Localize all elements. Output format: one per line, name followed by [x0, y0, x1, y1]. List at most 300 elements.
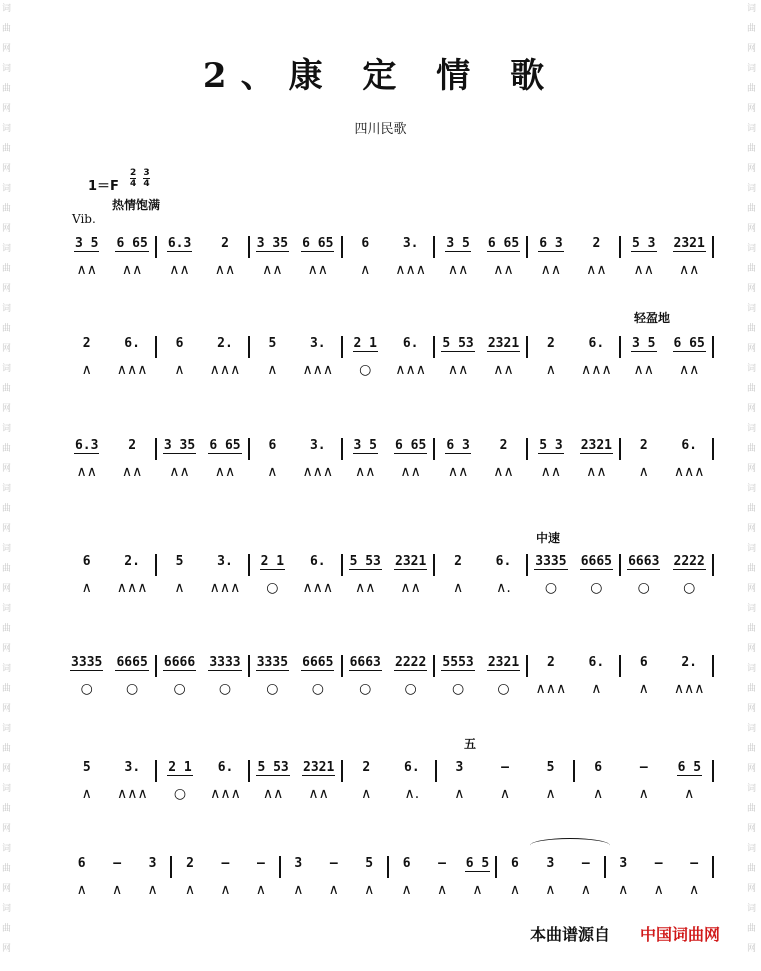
- bow-mark: ∧∧: [169, 262, 190, 278]
- bow-mark: ∧: [653, 882, 664, 898]
- watermark-char: 曲: [2, 744, 12, 754]
- note-line: [64, 856, 714, 878]
- note-group: –: [221, 856, 230, 871]
- note-group: 6.: [309, 554, 326, 569]
- watermark-char: 词: [747, 604, 757, 614]
- bow-mark: ∧∧: [447, 464, 469, 480]
- bow-mark: ∧: [638, 786, 649, 802]
- credit-prefix: 本曲谱源自: [530, 925, 611, 944]
- bow-mark: ∧: [638, 464, 649, 480]
- bow-mark: ○: [497, 681, 510, 697]
- note-group: 2321: [395, 554, 427, 569]
- note-group: 6666: [163, 655, 196, 670]
- watermark-char: 词: [2, 364, 12, 374]
- watermark-char: 曲: [2, 264, 12, 274]
- note-group: 3: [148, 856, 157, 871]
- note-group: 6.: [124, 336, 140, 351]
- bow-mark: ∧: [684, 786, 695, 802]
- note-group: 3 5: [353, 438, 377, 453]
- bow-mark: ∧: [545, 786, 556, 802]
- bow-mark: ∧: [184, 882, 196, 898]
- note-group: 3 35: [256, 236, 289, 251]
- watermark-char: 曲: [2, 804, 12, 814]
- watermark-char: 网: [2, 404, 12, 414]
- note-group: 5: [546, 760, 555, 775]
- watermark-char: 词: [2, 424, 12, 434]
- bow-mark: ∧: [580, 882, 591, 898]
- watermark-char: 网: [2, 824, 12, 834]
- bow-mark: ∧: [328, 882, 339, 898]
- note-line: [64, 655, 714, 677]
- barline: [712, 856, 714, 878]
- note-group: 3.: [124, 760, 141, 775]
- bow-mark: ∧: [545, 882, 556, 898]
- note-group: 5 53: [257, 760, 289, 775]
- note-group: 2.: [681, 655, 698, 670]
- bow-mark: ∧: [267, 362, 278, 378]
- bow-mark: ○: [266, 580, 279, 596]
- note-group: 3: [455, 760, 464, 775]
- bow-mark: ∧∧: [678, 262, 700, 278]
- note-group: 5: [82, 760, 91, 775]
- bow-mark: ○: [173, 786, 187, 802]
- vibrato-mark: Vib.: [72, 212, 96, 226]
- note-group: –: [639, 760, 648, 775]
- watermark-char: 词: [747, 904, 757, 914]
- note-group: 6: [639, 655, 648, 670]
- bow-mark: ∧: [436, 882, 448, 898]
- watermark-char: 曲: [2, 444, 12, 454]
- bow-mark: ∧∧: [540, 464, 562, 480]
- bow-mark: ∧∧: [169, 464, 190, 480]
- note-group: 2: [639, 438, 648, 453]
- watermark-char: 曲: [747, 564, 757, 574]
- watermark-char: 曲: [2, 504, 12, 514]
- watermark-char: 网: [2, 44, 12, 54]
- note-group: 3 5: [632, 336, 656, 351]
- expression-five: 五: [464, 737, 477, 751]
- watermark-char: 网: [747, 404, 757, 414]
- note-group: 2: [547, 336, 555, 351]
- barline: [712, 580, 714, 602]
- note-group: 3 35: [163, 438, 196, 453]
- subtitle: 四川民歌: [354, 122, 407, 137]
- page-title: 2、康 定 情 歌: [202, 56, 559, 96]
- note-group: 6.: [681, 438, 698, 453]
- bow-mark: ∧: [618, 882, 629, 898]
- bow-mark: ∧∧: [493, 464, 514, 480]
- barline: [712, 882, 714, 904]
- watermark-char: 曲: [2, 864, 12, 874]
- watermark-char: 词: [747, 304, 757, 314]
- note-group: –: [438, 856, 446, 871]
- watermark-char: 网: [2, 464, 12, 474]
- bow-mark: ∧∧: [493, 262, 514, 278]
- watermark-char: 曲: [747, 684, 757, 694]
- note-group: 5: [175, 554, 184, 569]
- bow-mark: ∧: [452, 580, 464, 596]
- note-group: 2321: [303, 760, 335, 775]
- watermark-char: 网: [747, 44, 757, 54]
- watermark-char: 网: [747, 584, 757, 594]
- note-group: 6.: [588, 336, 605, 351]
- note-group: –: [329, 856, 338, 871]
- bow-mark: ∧∧: [540, 262, 562, 278]
- bow-mark: ∧∧∧: [395, 262, 427, 278]
- bow-mark: ∧: [220, 882, 231, 898]
- note-line: [64, 554, 714, 576]
- watermark-char: 网: [2, 524, 12, 534]
- watermark-char: 曲: [2, 684, 12, 694]
- note-group: 3: [546, 856, 555, 871]
- bow-mark: ∧∧∧: [580, 362, 612, 378]
- watermark-char: 网: [747, 944, 757, 954]
- note-group: 3.: [309, 438, 326, 453]
- note-group: 6 65: [209, 438, 241, 453]
- bow-mark: ∧: [593, 786, 604, 802]
- watermark-char: 曲: [747, 204, 757, 214]
- watermark-char: 曲: [747, 24, 757, 34]
- watermark-char: 词: [2, 724, 12, 734]
- note-group: 6.: [588, 655, 605, 670]
- note-group: 6 3: [539, 236, 563, 251]
- bow-mark: ∧∧∧: [210, 786, 241, 802]
- score-row: [64, 554, 714, 614]
- watermark-char: 网: [747, 224, 757, 234]
- watermark-char: 曲: [747, 444, 757, 454]
- bow-mark: ∧∧∧: [535, 681, 567, 697]
- watermark-char: 网: [747, 104, 757, 114]
- key-signature: 1＝F: [88, 179, 119, 194]
- bow-mark: ∧∧: [121, 464, 143, 480]
- note-group: 6.: [404, 760, 420, 775]
- barline: [712, 336, 714, 358]
- note-group: 3335: [535, 554, 567, 569]
- note-group: 3333: [209, 655, 241, 670]
- watermark-char: 词: [2, 184, 12, 194]
- bow-mark: ○: [311, 681, 324, 697]
- expression-lightly: 轻盈地: [634, 311, 671, 325]
- note-group: 6663: [349, 655, 381, 670]
- bow-mark: ∧∧: [76, 262, 97, 278]
- watermark-char: 网: [747, 644, 757, 654]
- watermark-char: 词: [2, 604, 12, 614]
- bow-mark: ∧∧: [400, 580, 421, 596]
- note-group: 3335: [256, 655, 289, 670]
- score-row: [64, 336, 714, 396]
- watermark-char: 曲: [747, 324, 757, 334]
- note-group: 3335: [71, 655, 103, 670]
- bow-mark: ∧: [499, 786, 511, 802]
- note-line: [64, 760, 714, 782]
- bowing-line: [64, 786, 714, 808]
- watermark-char: 曲: [747, 384, 757, 394]
- bow-mark: ∧∧: [586, 262, 607, 278]
- watermark-char: 词: [2, 664, 12, 674]
- note-group: 3.: [217, 554, 233, 569]
- barline: [712, 760, 714, 782]
- watermark-char: 曲: [2, 564, 12, 574]
- note-group: 6: [511, 856, 519, 871]
- watermark-char: 曲: [2, 924, 12, 934]
- note-group: –: [256, 856, 265, 871]
- time-signature: $\frac{2}{4}$ $\frac{3}{4}$: [130, 168, 150, 189]
- note-group: 6 65: [487, 236, 520, 251]
- note-group: 6665: [580, 554, 612, 569]
- bow-mark: ○: [218, 681, 232, 697]
- note-group: 2222: [395, 655, 427, 670]
- bow-mark: ∧∧: [633, 262, 655, 278]
- bow-mark: ∧: [689, 882, 700, 898]
- watermark-char: 曲: [2, 84, 12, 94]
- bow-mark: ○: [126, 681, 139, 697]
- expression-passionate: 热情饱满: [112, 198, 161, 212]
- note-group: 6.: [402, 336, 419, 351]
- watermark-char: 网: [747, 524, 757, 534]
- note-group: –: [654, 856, 663, 871]
- watermark-char: 网: [2, 584, 12, 594]
- watermark-char: 词: [747, 424, 757, 434]
- barline: [712, 786, 714, 808]
- bow-mark: ∧∧: [447, 262, 469, 278]
- bow-mark: ∧: [472, 882, 483, 898]
- bow-mark: ∧∧∧: [673, 681, 705, 697]
- bow-mark: ○: [544, 580, 558, 596]
- note-group: 6: [82, 554, 91, 569]
- bow-mark: ∧∧∧: [209, 580, 241, 596]
- watermark-char: 词: [747, 4, 757, 14]
- bow-mark: ∧∧∧: [395, 362, 427, 378]
- watermark-char: 网: [2, 764, 12, 774]
- watermark-char: 词: [2, 544, 12, 554]
- bow-mark: ∧: [591, 681, 602, 697]
- note-line: [64, 236, 714, 258]
- score-row: [64, 856, 714, 916]
- note-group: 6 65: [673, 336, 705, 351]
- note-group: 2321: [487, 655, 520, 670]
- watermark-char: 曲: [747, 84, 757, 94]
- note-group: 6663: [628, 554, 660, 569]
- note-group: 6 65: [395, 438, 427, 453]
- bow-mark: ∧∧: [447, 362, 469, 378]
- note-group: 2: [499, 438, 508, 453]
- bow-mark: ○: [173, 681, 186, 697]
- bowing-line: [64, 681, 714, 703]
- watermark-char: 词: [2, 124, 12, 134]
- note-group: 5 3: [632, 236, 656, 251]
- watermark-char: 词: [747, 724, 757, 734]
- bow-mark: ○: [266, 681, 279, 697]
- watermark-char: 网: [2, 644, 12, 654]
- score-row: [64, 655, 714, 715]
- watermark-char: 曲: [747, 624, 757, 634]
- bow-mark: ∧∧: [262, 786, 284, 802]
- note-group: 6 65: [302, 236, 334, 251]
- watermark-char: 曲: [2, 204, 12, 214]
- note-group: 2: [592, 236, 601, 251]
- bow-mark: ∧: [293, 882, 304, 898]
- watermark-char: 网: [2, 704, 12, 714]
- note-group: 2: [454, 554, 462, 569]
- note-group: 6665: [116, 655, 148, 670]
- watermark-char: 曲: [747, 264, 757, 274]
- note-group: 6 5: [465, 856, 490, 871]
- note-group: 2321: [673, 236, 705, 251]
- bow-mark: ∧: [255, 882, 267, 898]
- bow-mark: ∧∧: [493, 362, 514, 378]
- watermark-char: 曲: [2, 144, 12, 154]
- watermark-char: 网: [747, 884, 757, 894]
- bow-mark: ∧: [174, 580, 185, 596]
- watermark-char: 网: [747, 704, 757, 714]
- note-group: 6: [361, 236, 370, 251]
- note-group: 2 1: [353, 336, 377, 351]
- score-row: [64, 760, 714, 820]
- watermark-char: 词: [2, 844, 12, 854]
- bow-mark: ∧∧∧: [209, 362, 241, 378]
- bow-mark: ∧: [401, 882, 412, 898]
- watermark-char: 曲: [747, 804, 757, 814]
- note-group: 6.: [217, 760, 234, 775]
- note-group: 3: [294, 856, 303, 871]
- bow-mark: ○: [683, 580, 696, 596]
- watermark-char: 曲: [747, 744, 757, 754]
- bow-mark: ∧∧∧: [116, 786, 148, 802]
- note-group: 2 1: [168, 760, 192, 775]
- bow-mark: ∧: [147, 882, 158, 898]
- barline: [712, 655, 714, 677]
- bow-mark: ∧: [81, 580, 92, 596]
- score-row: [64, 236, 714, 296]
- note-group: 6: [175, 336, 184, 351]
- bow-mark: ∧: [81, 362, 92, 378]
- bow-mark: ○: [451, 681, 465, 697]
- barline: [712, 438, 714, 460]
- watermark-char: 网: [747, 284, 757, 294]
- watermark-char: 网: [2, 104, 12, 114]
- bow-mark: ∧∧: [308, 786, 329, 802]
- note-group: 2: [82, 336, 91, 351]
- bow-mark: ○: [359, 681, 372, 697]
- credit-site: 中国词曲网: [640, 925, 721, 944]
- watermark-char: 词: [747, 484, 757, 494]
- watermark-char: 词: [747, 124, 757, 134]
- watermark-char: 网: [747, 464, 757, 474]
- watermark-char: 曲: [2, 324, 12, 334]
- bow-mark: ∧∧: [307, 262, 329, 278]
- note-group: 2: [221, 236, 229, 251]
- watermark-char: 曲: [2, 384, 12, 394]
- watermark-char: 网: [747, 824, 757, 834]
- bow-mark: ∧: [361, 786, 372, 802]
- note-group: 6: [594, 760, 603, 775]
- bow-mark: ∧∧: [400, 464, 421, 480]
- bow-mark: ∧∧: [633, 362, 655, 378]
- bow-mark: ∧∧∧: [673, 464, 705, 480]
- note-line: [64, 438, 714, 460]
- watermark-char: 网: [2, 284, 12, 294]
- bow-mark: ∧∧: [214, 464, 236, 480]
- bowing-line: [64, 262, 714, 284]
- bow-mark: ∧∧∧: [116, 362, 148, 378]
- bow-mark: ○: [80, 681, 93, 697]
- bow-mark: ∧.: [496, 580, 511, 596]
- watermark-char: 网: [747, 344, 757, 354]
- watermark-char: 曲: [747, 864, 757, 874]
- note-group: 3: [619, 856, 628, 871]
- watermark-char: 词: [747, 844, 757, 854]
- note-group: 2.: [124, 554, 140, 569]
- note-group: 5 3: [539, 438, 563, 453]
- bow-mark: ∧∧∧: [116, 580, 148, 596]
- bow-mark: ∧∧: [76, 464, 97, 480]
- note-line: [64, 336, 714, 358]
- bow-mark: ∧: [638, 681, 649, 697]
- score-row: [64, 438, 714, 498]
- watermark-left: [0, 0, 16, 971]
- bow-mark: ∧.: [404, 786, 420, 802]
- bow-mark: ∧∧: [354, 580, 376, 596]
- watermark-char: 词: [747, 364, 757, 374]
- note-group: 5 53: [442, 336, 474, 351]
- watermark-char: 词: [747, 784, 757, 794]
- bow-mark: ∧: [76, 882, 87, 898]
- note-group: –: [113, 856, 122, 871]
- note-group: 2: [186, 856, 194, 871]
- note-group: 3 5: [74, 236, 99, 251]
- bow-mark: ∧∧: [354, 464, 376, 480]
- note-group: 3.: [309, 336, 326, 351]
- watermark-char: 词: [747, 184, 757, 194]
- barline: [712, 236, 714, 258]
- bow-mark: ○: [359, 362, 372, 378]
- watermark-char: 词: [747, 64, 757, 74]
- watermark-char: 曲: [747, 504, 757, 514]
- watermark-char: 网: [2, 164, 12, 174]
- note-group: –: [501, 760, 509, 775]
- note-group: 6: [77, 856, 86, 871]
- watermark-char: 词: [2, 904, 12, 914]
- watermark-char: 词: [747, 544, 757, 554]
- note-group: 6 5: [677, 760, 702, 775]
- note-group: 2: [128, 438, 137, 453]
- watermark-char: 曲: [2, 24, 12, 34]
- bow-mark: ∧: [364, 882, 375, 898]
- expression-moderato: 中速: [536, 531, 561, 545]
- bowing-line: [64, 464, 714, 486]
- bow-mark: ∧: [360, 262, 371, 278]
- watermark-char: 曲: [747, 144, 757, 154]
- note-group: 6.3: [167, 236, 192, 251]
- note-group: 2: [547, 655, 555, 670]
- bow-mark: ∧∧: [262, 262, 283, 278]
- watermark-char: 网: [747, 764, 757, 774]
- bowing-line: [64, 362, 714, 384]
- bow-mark: ∧∧∧: [302, 464, 334, 480]
- bow-mark: ∧: [454, 786, 465, 802]
- watermark-char: 网: [2, 224, 12, 234]
- note-group: 3.: [402, 236, 419, 251]
- note-group: 2321: [487, 336, 520, 351]
- barline: [712, 681, 714, 703]
- note-group: –: [690, 856, 699, 871]
- bow-mark: ∧: [267, 464, 278, 480]
- watermark-char: 网: [2, 344, 12, 354]
- bowing-line: [64, 580, 714, 602]
- bowing-line: [64, 882, 714, 904]
- note-group: 2 1: [260, 554, 285, 569]
- watermark-char: 词: [2, 484, 12, 494]
